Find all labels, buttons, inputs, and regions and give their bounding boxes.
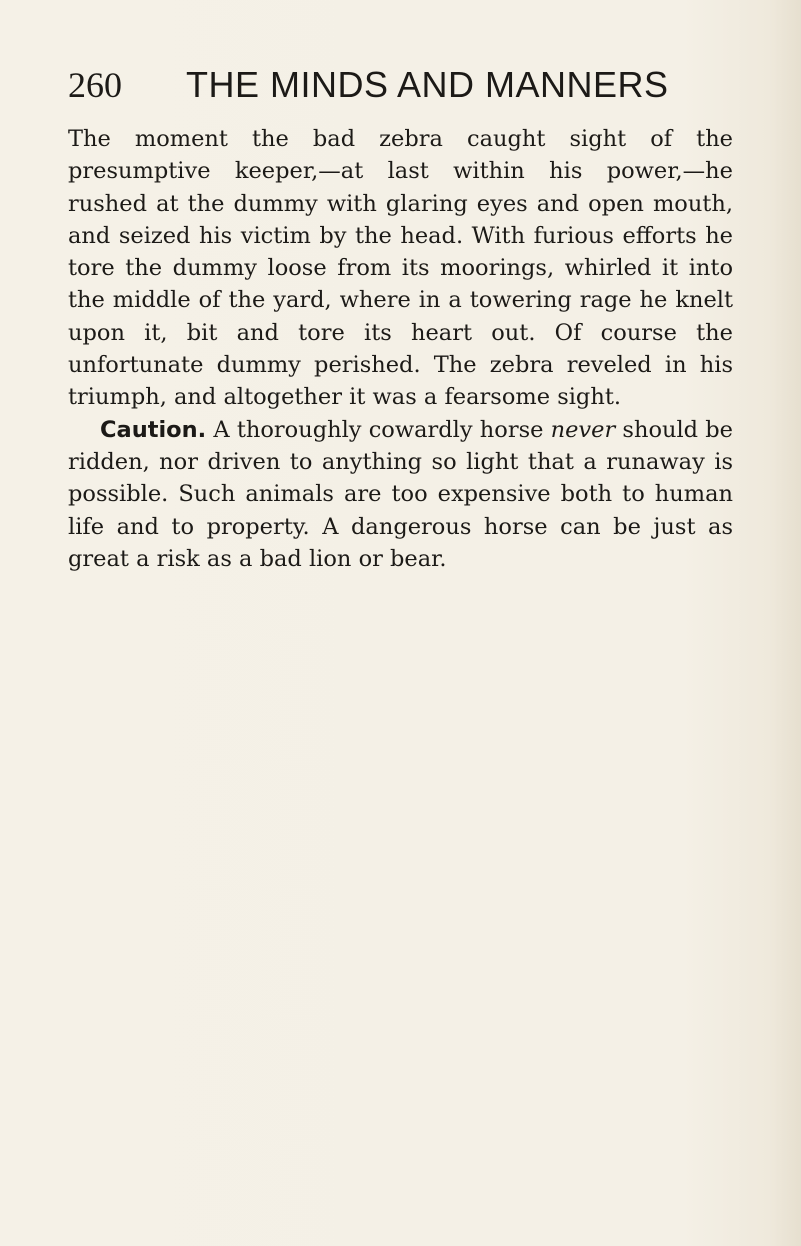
running-head <box>68 63 733 107</box>
paragraph-2-text-a: A thoroughly cowardly horse <box>206 416 551 443</box>
paragraph-2 <box>68 414 733 575</box>
emphasis-never: never <box>550 416 616 443</box>
body-text <box>68 123 733 575</box>
page-number: 260 <box>68 65 122 105</box>
paragraph-2-text-b: should be ridden, nor driven to anything so light that a runaway is possible. Such animals are too expensive both to human life and to property. A dangerous horse can be just as great a risk as a bad lion or bear. <box>68 416 733 572</box>
running-title: THE MINDS AND MANNERS <box>186 64 669 105</box>
paragraph-1: The moment the bad zebra caught sight of the presumptive keeper,—at last within his power,—he rushed at the dummy with glaring eyes and open mouth, and seized his victim by the head. With furious efforts he tore the dummy loose from its moorings, whirled it into the middle of the yard, where in a towering rage he knelt upon it, bit and tore its heart out. Of course the unfortunate dummy perished. The zebra reveled in his triumph, and altogether it was a fearsome sight. <box>68 126 733 411</box>
caution-heading: Caution. <box>100 416 207 443</box>
